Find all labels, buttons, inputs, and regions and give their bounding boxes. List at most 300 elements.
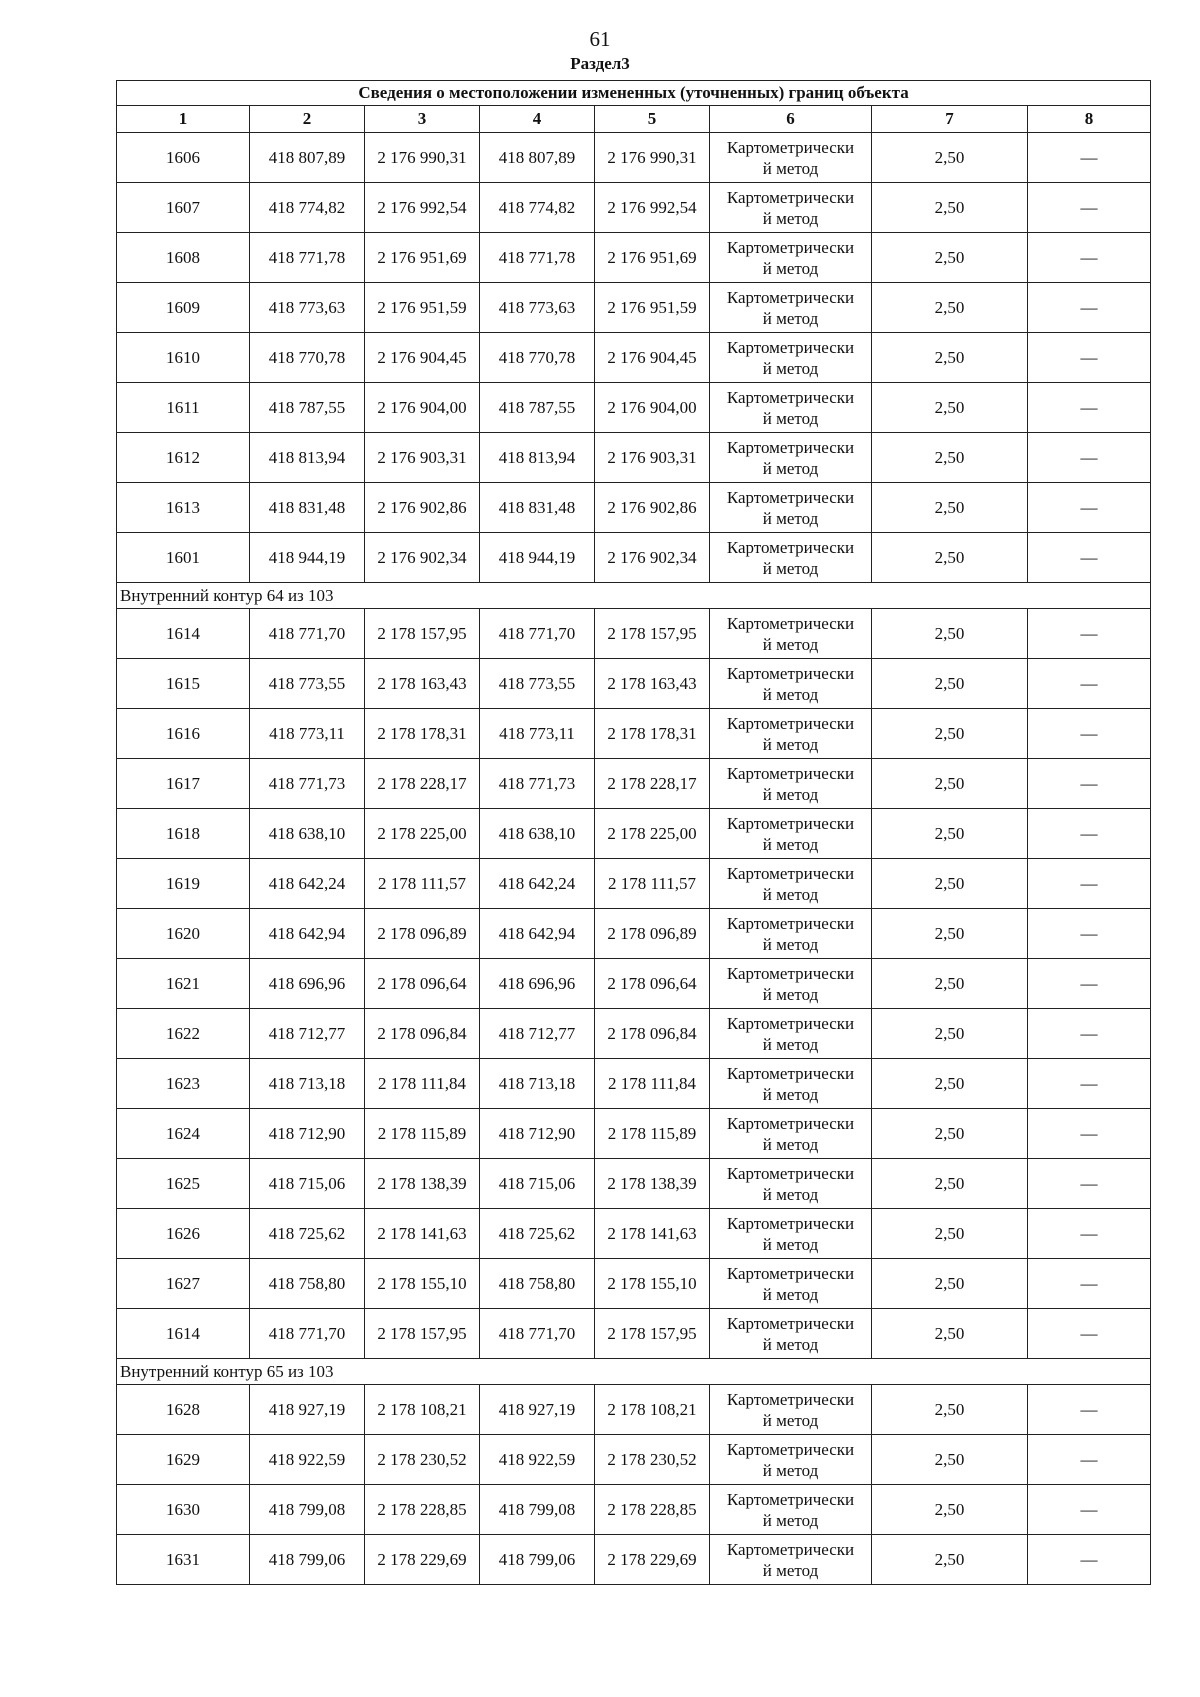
- column-header: 2: [250, 106, 365, 133]
- method-line-2: й метод: [762, 834, 819, 854]
- x-old-cell: 418 831,48: [250, 483, 365, 533]
- x-new-cell: 418 642,24: [480, 859, 595, 909]
- accuracy-cell: 2,50: [872, 659, 1028, 709]
- method-line-1: Картометрически: [726, 863, 855, 883]
- y-new-cell: 2 178 141,63: [595, 1209, 710, 1259]
- method-cell: [710, 1059, 872, 1109]
- table-row: [117, 1109, 1151, 1159]
- y-new-cell: 2 178 111,84: [595, 1059, 710, 1109]
- method-cell: [710, 533, 872, 583]
- method-line-1: Картометрически: [726, 287, 855, 307]
- description-cell: —: [1028, 283, 1151, 333]
- y-new-cell: 2 176 990,31: [595, 133, 710, 183]
- method-cell: [710, 1309, 872, 1359]
- contour-row: [117, 1359, 1151, 1385]
- method-line-2: й метод: [762, 1284, 819, 1304]
- description-cell: —: [1028, 1009, 1151, 1059]
- method-line-2: й метод: [762, 558, 819, 578]
- method-line-1: Картометрически: [726, 813, 855, 833]
- method-line-2: й метод: [762, 208, 819, 228]
- method-line-1: Картометрически: [726, 663, 855, 683]
- y-old-cell: 2 178 230,52: [365, 1435, 480, 1485]
- table-row: [117, 1009, 1151, 1059]
- method-line-1: Картометрически: [726, 1389, 855, 1409]
- x-new-cell: 418 712,77: [480, 1009, 595, 1059]
- accuracy-cell: 2,50: [872, 1435, 1028, 1485]
- table-row: [117, 433, 1151, 483]
- y-old-cell: 2 178 115,89: [365, 1109, 480, 1159]
- y-old-cell: 2 176 992,54: [365, 183, 480, 233]
- y-old-cell: 2 176 904,45: [365, 333, 480, 383]
- method-line-1: Картометрически: [726, 187, 855, 207]
- method-line-1: Картометрически: [726, 487, 855, 507]
- accuracy-cell: 2,50: [872, 609, 1028, 659]
- x-new-cell: 418 927,19: [480, 1385, 595, 1435]
- method-line-1: Картометрически: [726, 1263, 855, 1283]
- y-new-cell: 2 178 115,89: [595, 1109, 710, 1159]
- x-new-cell: 418 773,55: [480, 659, 595, 709]
- x-new-cell: 418 715,06: [480, 1159, 595, 1209]
- x-old-cell: 418 773,63: [250, 283, 365, 333]
- description-cell: —: [1028, 1109, 1151, 1159]
- y-old-cell: 2 178 111,57: [365, 859, 480, 909]
- table-row: [117, 1159, 1151, 1209]
- y-old-cell: 2 178 157,95: [365, 609, 480, 659]
- table-row: [117, 909, 1151, 959]
- x-old-cell: 418 771,70: [250, 609, 365, 659]
- x-old-cell: 418 807,89: [250, 133, 365, 183]
- y-new-cell: 2 178 111,57: [595, 859, 710, 909]
- y-new-cell: 2 178 157,95: [595, 1309, 710, 1359]
- y-new-cell: 2 176 904,45: [595, 333, 710, 383]
- table-row: [117, 1059, 1151, 1109]
- table-title-row: [117, 81, 1151, 106]
- table-row: [117, 1535, 1151, 1585]
- method-cell: [710, 383, 872, 433]
- point-number-cell: 1621: [117, 959, 250, 1009]
- table-row: [117, 609, 1151, 659]
- x-new-cell: 418 773,63: [480, 283, 595, 333]
- y-new-cell: 2 178 228,17: [595, 759, 710, 809]
- point-number-cell: 1610: [117, 333, 250, 383]
- description-cell: —: [1028, 659, 1151, 709]
- method-line-1: Картометрически: [726, 763, 855, 783]
- y-old-cell: 2 178 138,39: [365, 1159, 480, 1209]
- method-line-2: й метод: [762, 934, 819, 954]
- x-old-cell: 418 715,06: [250, 1159, 365, 1209]
- accuracy-cell: 2,50: [872, 709, 1028, 759]
- x-old-cell: 418 944,19: [250, 533, 365, 583]
- description-cell: —: [1028, 1435, 1151, 1485]
- point-number-cell: 1614: [117, 1309, 250, 1359]
- point-number-cell: 1601: [117, 533, 250, 583]
- description-cell: —: [1028, 909, 1151, 959]
- accuracy-cell: 2,50: [872, 1485, 1028, 1535]
- x-old-cell: 418 642,94: [250, 909, 365, 959]
- table-row: [117, 1209, 1151, 1259]
- method-line-2: й метод: [762, 634, 819, 654]
- method-cell: [710, 659, 872, 709]
- table-row: [117, 283, 1151, 333]
- x-new-cell: 418 771,73: [480, 759, 595, 809]
- y-old-cell: 2 176 951,69: [365, 233, 480, 283]
- method-cell: [710, 1009, 872, 1059]
- method-cell: [710, 609, 872, 659]
- column-header: 5: [595, 106, 710, 133]
- description-cell: —: [1028, 433, 1151, 483]
- description-cell: —: [1028, 483, 1151, 533]
- method-cell: [710, 909, 872, 959]
- x-old-cell: 418 642,24: [250, 859, 365, 909]
- y-new-cell: 2 178 108,21: [595, 1385, 710, 1435]
- y-old-cell: 2 178 157,95: [365, 1309, 480, 1359]
- y-new-cell: 2 178 230,52: [595, 1435, 710, 1485]
- y-new-cell: 2 178 096,64: [595, 959, 710, 1009]
- x-new-cell: 418 638,10: [480, 809, 595, 859]
- x-old-cell: 418 758,80: [250, 1259, 365, 1309]
- table-title: Сведения о местоположении измененных (уточненных) границ объекта: [117, 81, 1151, 106]
- method-line-1: Картометрически: [726, 1539, 855, 1559]
- x-new-cell: 418 787,55: [480, 383, 595, 433]
- description-cell: —: [1028, 959, 1151, 1009]
- x-old-cell: 418 773,55: [250, 659, 365, 709]
- x-new-cell: 418 642,94: [480, 909, 595, 959]
- accuracy-cell: 2,50: [872, 1259, 1028, 1309]
- description-cell: —: [1028, 1059, 1151, 1109]
- y-new-cell: 2 176 992,54: [595, 183, 710, 233]
- x-old-cell: 418 799,06: [250, 1535, 365, 1585]
- description-cell: —: [1028, 1485, 1151, 1535]
- method-cell: [710, 959, 872, 1009]
- point-number-cell: 1612: [117, 433, 250, 483]
- method-cell: [710, 183, 872, 233]
- method-line-2: й метод: [762, 984, 819, 1004]
- table-row: [117, 333, 1151, 383]
- x-new-cell: 418 713,18: [480, 1059, 595, 1109]
- description-cell: —: [1028, 759, 1151, 809]
- contour-label: Внутренний контур 65 из 103: [117, 1359, 1151, 1385]
- table-row: [117, 483, 1151, 533]
- y-old-cell: 2 178 111,84: [365, 1059, 480, 1109]
- y-new-cell: 2 178 225,00: [595, 809, 710, 859]
- y-old-cell: 2 178 096,84: [365, 1009, 480, 1059]
- table-row: [117, 759, 1151, 809]
- point-number-cell: 1630: [117, 1485, 250, 1535]
- method-line-1: Картометрически: [726, 713, 855, 733]
- x-new-cell: 418 774,82: [480, 183, 595, 233]
- method-cell: [710, 1485, 872, 1535]
- description-cell: —: [1028, 183, 1151, 233]
- y-new-cell: 2 178 096,84: [595, 1009, 710, 1059]
- x-new-cell: 418 813,94: [480, 433, 595, 483]
- method-line-1: Картометрически: [726, 1113, 855, 1133]
- y-old-cell: 2 176 902,34: [365, 533, 480, 583]
- point-number-cell: 1611: [117, 383, 250, 433]
- accuracy-cell: 2,50: [872, 433, 1028, 483]
- method-cell: [710, 1259, 872, 1309]
- y-new-cell: 2 176 951,59: [595, 283, 710, 333]
- method-line-1: Картометрически: [726, 613, 855, 633]
- contour-label: Внутренний контур 64 из 103: [117, 583, 1151, 609]
- column-header: 1: [117, 106, 250, 133]
- accuracy-cell: 2,50: [872, 1009, 1028, 1059]
- point-number-cell: 1625: [117, 1159, 250, 1209]
- method-cell: [710, 859, 872, 909]
- y-old-cell: 2 178 096,89: [365, 909, 480, 959]
- method-line-1: Картометрически: [726, 913, 855, 933]
- method-line-2: й метод: [762, 358, 819, 378]
- point-number-cell: 1624: [117, 1109, 250, 1159]
- point-number-cell: 1623: [117, 1059, 250, 1109]
- x-new-cell: 418 799,06: [480, 1535, 595, 1585]
- y-new-cell: 2 176 903,31: [595, 433, 710, 483]
- y-old-cell: 2 178 163,43: [365, 659, 480, 709]
- method-line-2: й метод: [762, 884, 819, 904]
- x-old-cell: 418 771,78: [250, 233, 365, 283]
- description-cell: —: [1028, 709, 1151, 759]
- point-number-cell: 1619: [117, 859, 250, 909]
- x-new-cell: 418 773,11: [480, 709, 595, 759]
- accuracy-cell: 2,50: [872, 183, 1028, 233]
- method-line-2: й метод: [762, 408, 819, 428]
- method-line-1: Картометрически: [726, 1213, 855, 1233]
- accuracy-cell: 2,50: [872, 283, 1028, 333]
- method-cell: [710, 1109, 872, 1159]
- y-old-cell: 2 176 904,00: [365, 383, 480, 433]
- table-row: [117, 859, 1151, 909]
- table-row: [117, 959, 1151, 1009]
- method-line-1: Картометрически: [726, 1489, 855, 1509]
- y-old-cell: 2 176 902,86: [365, 483, 480, 533]
- y-new-cell: 2 178 229,69: [595, 1535, 710, 1585]
- y-new-cell: 2 176 951,69: [595, 233, 710, 283]
- y-old-cell: 2 178 229,69: [365, 1535, 480, 1585]
- y-old-cell: 2 178 228,85: [365, 1485, 480, 1535]
- y-old-cell: 2 176 903,31: [365, 433, 480, 483]
- method-line-1: Картометрически: [726, 1439, 855, 1459]
- table-row: [117, 1259, 1151, 1309]
- boundary-table: [116, 80, 1151, 1585]
- y-new-cell: 2 176 904,00: [595, 383, 710, 433]
- method-cell: [710, 1435, 872, 1485]
- method-cell: [710, 1385, 872, 1435]
- y-new-cell: 2 176 902,86: [595, 483, 710, 533]
- y-old-cell: 2 178 155,10: [365, 1259, 480, 1309]
- accuracy-cell: 2,50: [872, 909, 1028, 959]
- method-line-1: Картометрически: [726, 1313, 855, 1333]
- method-line-1: Картометрически: [726, 1013, 855, 1033]
- method-cell: [710, 1159, 872, 1209]
- x-new-cell: 418 807,89: [480, 133, 595, 183]
- description-cell: —: [1028, 1385, 1151, 1435]
- y-old-cell: 2 178 141,63: [365, 1209, 480, 1259]
- method-line-2: й метод: [762, 684, 819, 704]
- x-new-cell: 418 696,96: [480, 959, 595, 1009]
- point-number-cell: 1609: [117, 283, 250, 333]
- y-new-cell: 2 178 096,89: [595, 909, 710, 959]
- method-line-2: й метод: [762, 734, 819, 754]
- x-old-cell: 418 787,55: [250, 383, 365, 433]
- method-line-2: й метод: [762, 784, 819, 804]
- method-line-2: й метод: [762, 458, 819, 478]
- description-cell: —: [1028, 1159, 1151, 1209]
- method-line-2: й метод: [762, 1334, 819, 1354]
- page-number: 61: [589, 27, 611, 51]
- column-header: 6: [710, 106, 872, 133]
- x-old-cell: 418 638,10: [250, 809, 365, 859]
- point-number-cell: 1617: [117, 759, 250, 809]
- method-cell: [710, 233, 872, 283]
- accuracy-cell: 2,50: [872, 383, 1028, 433]
- x-new-cell: 418 771,70: [480, 1309, 595, 1359]
- y-new-cell: 2 178 163,43: [595, 659, 710, 709]
- method-line-1: Картометрически: [726, 963, 855, 983]
- method-line-1: Картометрически: [726, 1063, 855, 1083]
- x-new-cell: 418 770,78: [480, 333, 595, 383]
- method-cell: [710, 133, 872, 183]
- method-line-1: Картометрически: [726, 137, 855, 157]
- method-line-2: й метод: [762, 158, 819, 178]
- table-row: [117, 533, 1151, 583]
- description-cell: —: [1028, 1209, 1151, 1259]
- table-row: [117, 1485, 1151, 1535]
- accuracy-cell: 2,50: [872, 1109, 1028, 1159]
- method-cell: [710, 1209, 872, 1259]
- y-old-cell: 2 178 228,17: [365, 759, 480, 809]
- contour-row: [117, 583, 1151, 609]
- method-line-1: Картометрически: [726, 337, 855, 357]
- y-old-cell: 2 178 096,64: [365, 959, 480, 1009]
- method-cell: [710, 283, 872, 333]
- point-number-cell: 1620: [117, 909, 250, 959]
- description-cell: —: [1028, 859, 1151, 909]
- y-old-cell: 2 176 990,31: [365, 133, 480, 183]
- description-cell: —: [1028, 383, 1151, 433]
- method-line-1: Картометрически: [726, 437, 855, 457]
- point-number-cell: 1613: [117, 483, 250, 533]
- x-old-cell: 418 774,82: [250, 183, 365, 233]
- description-cell: —: [1028, 133, 1151, 183]
- table-row: [117, 659, 1151, 709]
- y-new-cell: 2 178 157,95: [595, 609, 710, 659]
- point-number-cell: 1631: [117, 1535, 250, 1585]
- method-line-2: й метод: [762, 258, 819, 278]
- point-number-cell: 1606: [117, 133, 250, 183]
- point-number-cell: 1626: [117, 1209, 250, 1259]
- method-line-2: й метод: [762, 1410, 819, 1430]
- method-cell: [710, 483, 872, 533]
- table-row: [117, 183, 1151, 233]
- x-old-cell: 418 813,94: [250, 433, 365, 483]
- point-number-cell: 1608: [117, 233, 250, 283]
- x-new-cell: 418 758,80: [480, 1259, 595, 1309]
- x-old-cell: 418 770,78: [250, 333, 365, 383]
- description-cell: —: [1028, 609, 1151, 659]
- table-row: [117, 233, 1151, 283]
- accuracy-cell: 2,50: [872, 1309, 1028, 1359]
- point-number-cell: 1616: [117, 709, 250, 759]
- point-number-cell: 1622: [117, 1009, 250, 1059]
- method-cell: [710, 809, 872, 859]
- table-row: [117, 809, 1151, 859]
- accuracy-cell: 2,50: [872, 483, 1028, 533]
- accuracy-cell: 2,50: [872, 1385, 1028, 1435]
- y-new-cell: 2 178 178,31: [595, 709, 710, 759]
- x-new-cell: 418 771,70: [480, 609, 595, 659]
- method-line-2: й метод: [762, 308, 819, 328]
- method-line-1: Картометрически: [726, 537, 855, 557]
- point-number-cell: 1618: [117, 809, 250, 859]
- method-line-2: й метод: [762, 1560, 819, 1580]
- table-row: [117, 1385, 1151, 1435]
- method-line-2: й метод: [762, 1510, 819, 1530]
- accuracy-cell: 2,50: [872, 133, 1028, 183]
- method-line-2: й метод: [762, 1134, 819, 1154]
- description-cell: —: [1028, 1535, 1151, 1585]
- table-row: [117, 1309, 1151, 1359]
- description-cell: —: [1028, 533, 1151, 583]
- table-row: [117, 383, 1151, 433]
- method-line-1: Картометрически: [726, 1163, 855, 1183]
- method-line-2: й метод: [762, 1184, 819, 1204]
- x-new-cell: 418 922,59: [480, 1435, 595, 1485]
- y-new-cell: 2 178 228,85: [595, 1485, 710, 1535]
- y-old-cell: 2 178 225,00: [365, 809, 480, 859]
- x-new-cell: 418 799,08: [480, 1485, 595, 1535]
- y-old-cell: 2 178 178,31: [365, 709, 480, 759]
- point-number-cell: 1629: [117, 1435, 250, 1485]
- table-row: [117, 709, 1151, 759]
- method-line-2: й метод: [762, 508, 819, 528]
- accuracy-cell: 2,50: [872, 533, 1028, 583]
- accuracy-cell: 2,50: [872, 809, 1028, 859]
- x-new-cell: 418 944,19: [480, 533, 595, 583]
- column-header: 4: [480, 106, 595, 133]
- x-old-cell: 418 713,18: [250, 1059, 365, 1109]
- x-old-cell: 418 922,59: [250, 1435, 365, 1485]
- table-row: [117, 1435, 1151, 1485]
- accuracy-cell: 2,50: [872, 1535, 1028, 1585]
- point-number-cell: 1628: [117, 1385, 250, 1435]
- accuracy-cell: 2,50: [872, 859, 1028, 909]
- table-row: [117, 133, 1151, 183]
- column-header: 3: [365, 106, 480, 133]
- description-cell: —: [1028, 233, 1151, 283]
- column-header-row: [117, 106, 1151, 133]
- method-cell: [710, 333, 872, 383]
- y-new-cell: 2 178 138,39: [595, 1159, 710, 1209]
- x-old-cell: 418 927,19: [250, 1385, 365, 1435]
- x-old-cell: 418 773,11: [250, 709, 365, 759]
- x-new-cell: 418 771,78: [480, 233, 595, 283]
- column-header: 7: [872, 106, 1028, 133]
- x-old-cell: 418 712,90: [250, 1109, 365, 1159]
- accuracy-cell: 2,50: [872, 1059, 1028, 1109]
- x-old-cell: 418 771,73: [250, 759, 365, 809]
- column-header: 8: [1028, 106, 1151, 133]
- method-cell: [710, 759, 872, 809]
- y-old-cell: 2 178 108,21: [365, 1385, 480, 1435]
- x-old-cell: 418 771,70: [250, 1309, 365, 1359]
- description-cell: —: [1028, 1309, 1151, 1359]
- y-new-cell: 2 178 155,10: [595, 1259, 710, 1309]
- accuracy-cell: 2,50: [872, 959, 1028, 1009]
- method-cell: [710, 1535, 872, 1585]
- y-new-cell: 2 176 902,34: [595, 533, 710, 583]
- method-line-2: й метод: [762, 1460, 819, 1480]
- point-number-cell: 1615: [117, 659, 250, 709]
- x-new-cell: 418 725,62: [480, 1209, 595, 1259]
